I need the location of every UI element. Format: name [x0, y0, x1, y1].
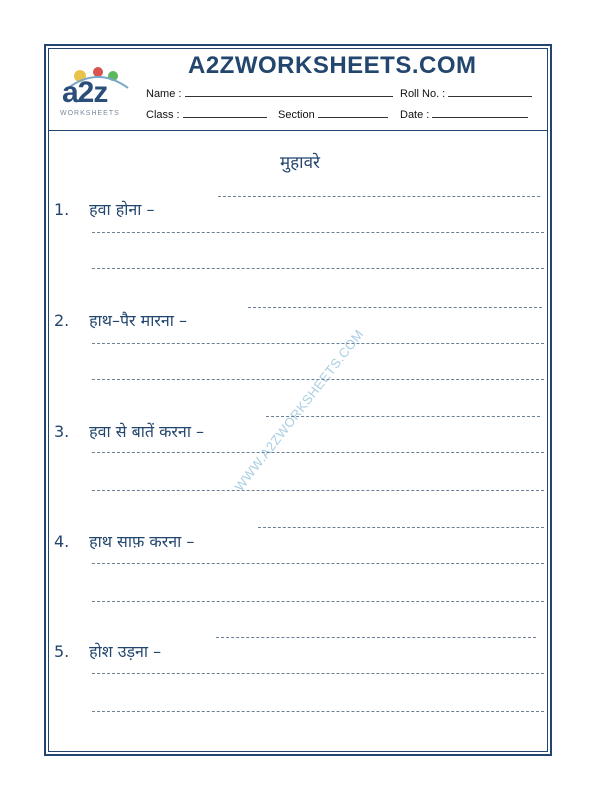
date-label: Date :	[400, 109, 430, 121]
question-3	[54, 420, 204, 442]
answer-line[interactable]	[92, 343, 544, 344]
section-field[interactable]	[278, 107, 388, 121]
class-label: Class :	[146, 109, 180, 121]
question-text: हवा होना –	[89, 200, 155, 219]
page-title: मुहावरे	[279, 153, 320, 173]
question-text: हाथ–पैर मारना –	[89, 311, 188, 330]
a2z-logo	[58, 62, 138, 124]
class-field[interactable]	[146, 107, 267, 121]
logo-wordmark: a2z	[62, 76, 108, 109]
question-number: 5.	[54, 642, 70, 661]
date-blank[interactable]	[432, 107, 528, 118]
question-4	[54, 530, 194, 552]
answer-line[interactable]	[92, 490, 544, 491]
answer-line[interactable]	[92, 563, 544, 564]
name-label: Name :	[146, 88, 182, 100]
answer-line[interactable]	[266, 416, 540, 417]
question-number: 4.	[54, 532, 70, 551]
watermark: WWW.A2ZWORKSHEETS.COM	[231, 326, 367, 494]
answer-line[interactable]	[92, 601, 544, 602]
question-number: 1.	[54, 200, 70, 219]
logo-subtext: WORKSHEETS	[60, 110, 120, 117]
class-blank[interactable]	[183, 107, 267, 118]
answer-line[interactable]	[92, 232, 544, 233]
answer-line[interactable]	[248, 307, 542, 308]
question-1	[54, 198, 154, 220]
date-field[interactable]	[400, 107, 528, 121]
section-blank[interactable]	[318, 107, 388, 118]
question-text: हवा से बातें करना –	[89, 422, 205, 441]
answer-line[interactable]	[92, 673, 544, 674]
question-2	[54, 309, 187, 331]
question-text: होश उड़ना –	[89, 642, 162, 661]
roll-blank[interactable]	[448, 86, 532, 97]
roll-label: Roll No. :	[400, 88, 446, 100]
name-blank[interactable]	[185, 86, 393, 97]
site-title: A2ZWORKSHEETS.COM	[188, 52, 477, 79]
roll-field[interactable]	[400, 86, 532, 100]
answer-line[interactable]	[216, 637, 536, 638]
section-label: Section	[278, 109, 315, 121]
question-number: 2.	[54, 311, 70, 330]
answer-line[interactable]	[258, 527, 544, 528]
header-divider	[48, 130, 548, 131]
question-text: हाथ साफ़ करना –	[89, 532, 195, 551]
question-number: 3.	[54, 422, 70, 441]
answer-line[interactable]	[92, 711, 544, 712]
name-field[interactable]	[146, 86, 393, 100]
answer-line[interactable]	[92, 452, 544, 453]
question-5	[54, 640, 161, 662]
answer-line[interactable]	[92, 268, 544, 269]
answer-line[interactable]	[218, 196, 540, 197]
answer-line[interactable]	[92, 379, 544, 380]
